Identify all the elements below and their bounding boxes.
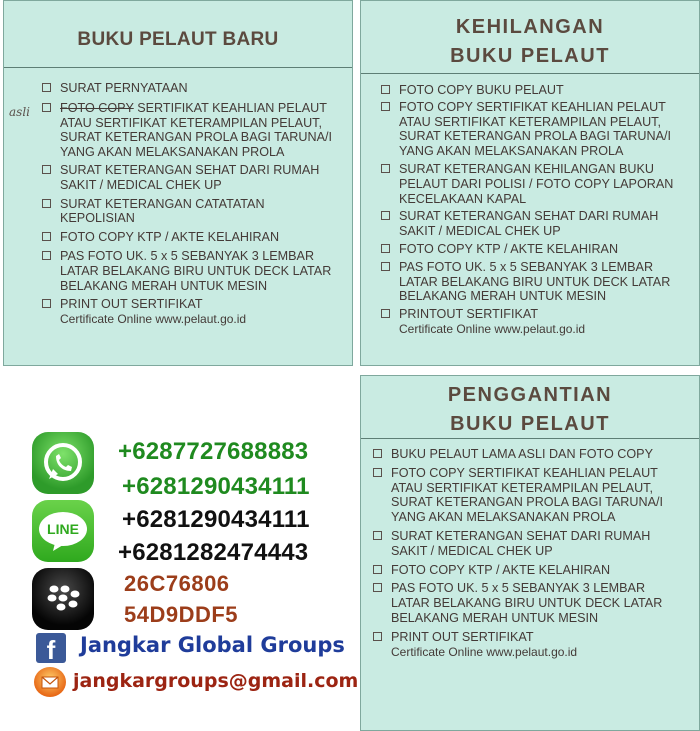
- title-line-2: BUKU PELAUT: [450, 413, 610, 435]
- list-item: FOTO COPY SERTIFIKAT KEAHLIAN PELAUT ATAU SERTIFIKAT KETERAMPILAN PELAUT, SURAT KETERANGAN PROLA BAGI TARUNA/I YANG AKAN MELAKSANAKAN PROLA: [381, 100, 681, 159]
- list-item: FOTO COPY BUKU PELAUT: [381, 83, 681, 98]
- card-title: [361, 376, 699, 439]
- line-icon[interactable]: [32, 500, 94, 562]
- list-item: BUKU PELAUT LAMA ASLI DAN FOTO COPY: [373, 447, 683, 462]
- list-item: FOTO COPY KTP / AKTE KELAHIRAN: [373, 563, 683, 578]
- checkbox-icon: [373, 449, 382, 458]
- checkbox-icon: [42, 199, 51, 208]
- list-item: SURAT KETERANGAN KEHILANGAN BUKU PELAUT DARI POLISI / FOTO COPY LAPORAN KECELAKAAN KAPAL: [381, 162, 681, 206]
- facebook-icon[interactable]: f: [36, 633, 66, 663]
- checkbox-icon: [381, 211, 390, 220]
- phone-number[interactable]: +6281282474443: [118, 539, 309, 566]
- whatsapp-number[interactable]: +6287727688883: [118, 438, 309, 465]
- email-address[interactable]: jangkargroups@gmail.com: [73, 670, 359, 692]
- checkbox-icon: [381, 102, 390, 111]
- list-item: FOTO COPY SERTIFIKAT KEAHLIAN PELAUT ATAU SERTIFIKAT KETERAMPILAN PELAUT, SURAT KETERANGAN PROLA BAGI TARUNA/I YANG AKAN MELAKSANAKAN PROLA: [42, 101, 342, 160]
- blackberry-messenger-icon[interactable]: [32, 568, 94, 630]
- checkbox-icon: [42, 165, 51, 174]
- title-line-2: BUKU PELAUT: [450, 45, 610, 67]
- card-penggantian-buku-pelaut: [360, 375, 700, 731]
- card-buku-pelaut-baru: [3, 0, 353, 366]
- checkbox-icon: [373, 565, 382, 574]
- checkbox-icon: [373, 583, 382, 592]
- company-name[interactable]: Jangkar Global Groups: [80, 633, 345, 657]
- card-title: [361, 1, 699, 74]
- list-item: PRINTOUT SERTIFIKAT Certificate Online www.pelaut.go.id: [381, 307, 681, 337]
- requirement-list: [42, 81, 342, 329]
- line-icon-label: LINE: [47, 521, 79, 537]
- checkbox-icon: [42, 103, 51, 112]
- email-icon[interactable]: [34, 667, 66, 697]
- bbm-pin[interactable]: 26C76806: [124, 571, 230, 596]
- list-item: SURAT KETERANGAN CATATATAN KEPOLISIAN: [42, 197, 342, 227]
- list-item: SURAT KETERANGAN SEHAT DARI RUMAH SAKIT / MEDICAL CHEK UP: [381, 209, 681, 239]
- title-text: BUKU PELAUT BARU: [77, 29, 279, 50]
- line-number[interactable]: +6281290434111: [122, 506, 310, 533]
- bbm-pin[interactable]: 54D9DDF5: [124, 602, 239, 627]
- certificate-note: Certificate Online www.pelaut.go.id: [391, 644, 578, 659]
- list-item: FOTO COPY KTP / AKTE KELAHIRAN: [42, 230, 342, 245]
- checkbox-icon: [381, 85, 390, 94]
- title-line-1: PENGGANTIAN: [447, 384, 613, 406]
- list-item: PAS FOTO UK. 5 x 5 SEBANYAK 3 LEMBAR LATAR BELAKANG BIRU UNTUK DECK LATAR BELAKANG MERAH UNTUK MESIN: [373, 581, 683, 625]
- card-title: [4, 1, 352, 68]
- checkbox-icon: [42, 251, 51, 260]
- checkbox-icon: [381, 244, 390, 253]
- checkbox-icon: [373, 632, 382, 641]
- list-item: SURAT KETERANGAN SEHAT DARI RUMAH SAKIT / MEDICAL CHEK UP: [42, 163, 342, 193]
- list-item: SURAT PERNYATAAN: [42, 81, 342, 96]
- checkbox-icon: [381, 262, 390, 271]
- list-item: PAS FOTO UK. 5 x 5 SEBANYAK 3 LEMBAR LATAR BELAKANG BIRU UNTUK DECK LATAR BELAKANG MERAH UNTUK MESIN: [381, 260, 681, 304]
- requirement-list: [381, 83, 681, 339]
- whatsapp-icon[interactable]: [32, 432, 94, 494]
- handwritten-note: asli: [9, 105, 30, 119]
- checkbox-icon: [381, 309, 390, 318]
- phone-number[interactable]: +6281290434111: [122, 473, 310, 500]
- list-item: PRINT OUT SERTIFIKAT Certificate Online www.pelaut.go.id: [42, 297, 342, 327]
- certificate-note: Certificate Online www.pelaut.go.id: [60, 312, 247, 327]
- title-line-1: KEHILANGAN: [455, 16, 605, 38]
- struck-text: FOTO COPY: [60, 100, 134, 115]
- checkbox-icon: [373, 468, 382, 477]
- list-item: PAS FOTO UK. 5 x 5 SEBANYAK 3 LEMBAR LATAR BELAKANG BIRU UNTUK DECK LATAR BELAKANG MERAH UNTUK MESIN: [42, 249, 342, 293]
- list-item: SURAT KETERANGAN SEHAT DARI RUMAH SAKIT / MEDICAL CHEK UP: [373, 529, 683, 559]
- checkbox-icon: [381, 164, 390, 173]
- certificate-note: Certificate Online www.pelaut.go.id: [399, 321, 586, 336]
- checkbox-icon: [42, 299, 51, 308]
- checkbox-icon: [42, 83, 51, 92]
- requirement-list: [373, 447, 683, 661]
- list-item: PRINT OUT SERTIFIKAT Certificate Online www.pelaut.go.id: [373, 630, 683, 660]
- card-kehilangan-buku-pelaut: [360, 0, 700, 366]
- checkbox-icon: [42, 232, 51, 241]
- list-item: FOTO COPY SERTIFIKAT KEAHLIAN PELAUT ATAU SERTIFIKAT KETERAMPILAN PELAUT, SURAT KETERANGAN PROLA BAGI TARUNA/I YANG AKAN MELAKSANAKAN PROLA: [373, 466, 683, 525]
- checkbox-icon: [373, 531, 382, 540]
- list-item: FOTO COPY KTP / AKTE KELAHIRAN: [381, 242, 681, 257]
